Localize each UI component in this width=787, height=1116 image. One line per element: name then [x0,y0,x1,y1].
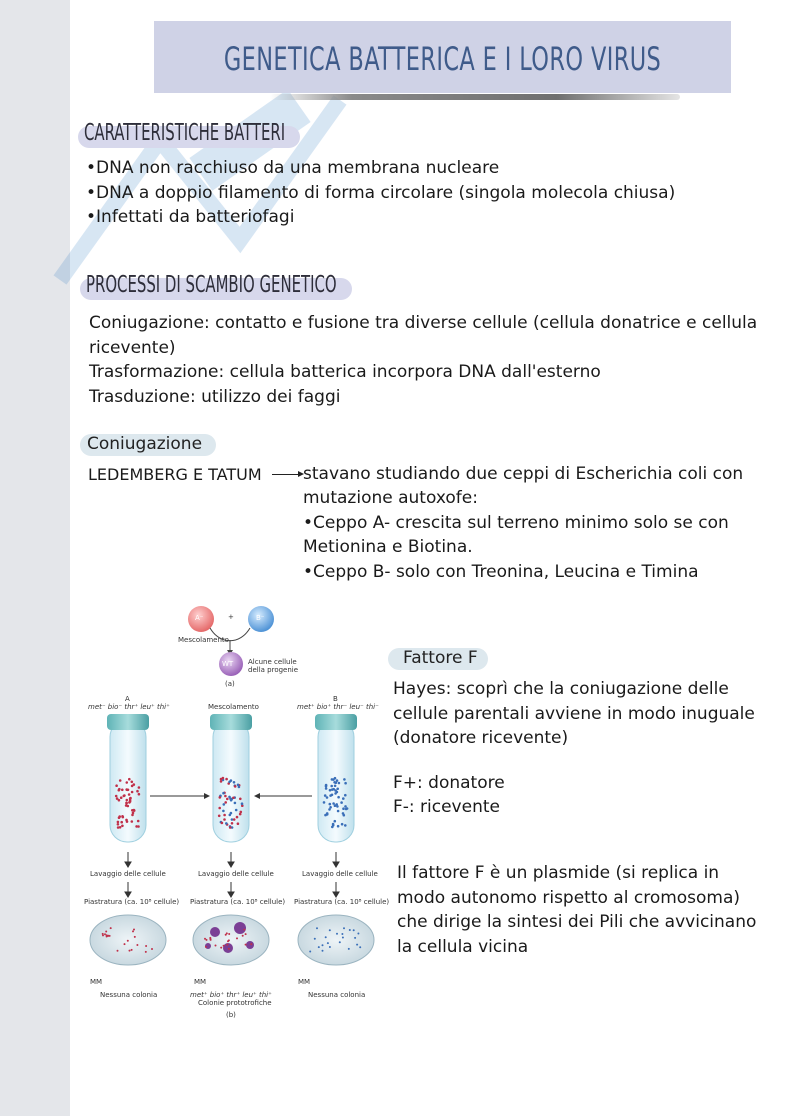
bacterium-dot [222,792,225,795]
dish-dot [245,944,247,946]
prototroph-label: Colonie prototrofiche [198,999,272,1007]
page-title: GENETICA BATTERICA E I LORO VIRUS [223,40,662,78]
bacterium-dot [331,826,334,829]
bacterium-dot [331,794,334,797]
cell-wt-label: WT [222,660,234,668]
dish-dot [318,946,320,948]
dish-dot [336,933,338,935]
subheading-text: Fattore F [403,648,478,668]
bacterium-dot [133,783,136,786]
conjugation-experiment-figure [80,600,390,1025]
column-a-genotype: met⁻ bio⁻ thr⁺ leu⁺ thi⁺ [88,703,170,711]
dish-dot [205,946,207,948]
dish-dot [225,934,227,936]
text-line: Coniugazione: contatto e fusione tra diverse cellule (cellula donatrice e cellula [89,313,758,333]
dish-dot [349,929,351,931]
bacterium-dot [121,789,124,792]
progeny-label: Alcune cellule [248,658,297,666]
plating-label: Piastratura (ca. 10⁸ cellule) [294,898,390,906]
bacterium-dot [330,785,333,788]
dish-dot [127,940,129,942]
dish-dot [102,933,104,935]
wash-label: Lavaggio delle cellule [302,870,378,878]
bacterium-dot [337,810,340,813]
bacterium-dot [326,812,329,815]
bacterium-dot [343,814,346,817]
bacterium-dot [131,820,134,823]
bacterium-dot [225,822,228,825]
dish-dot [145,945,147,947]
bacterium-dot [121,825,124,828]
bacterium-dot [229,826,232,829]
bacterium-dot [125,802,128,805]
bacterium-dot [344,824,347,827]
bacterium-dot [234,802,237,805]
wash-label: Lavaggio delle cellule [90,870,166,878]
ledemberg-label: LEDEMBERG E TATUM [88,465,262,484]
bacterium-dot [120,821,123,824]
progeny-label: della progenie [248,666,299,674]
dish-dot [236,937,238,939]
bacterium-dot [239,813,242,816]
bacterium-dot [239,798,242,801]
bacterium-dot [237,822,240,825]
no-colony-label: Nessuna colonia [308,991,366,999]
bacterium-dot [138,793,141,796]
title-brush-stroke [270,94,680,100]
section-heading-processi [80,272,360,302]
dish-dot [325,936,327,938]
bacterium-dot [129,800,132,803]
dish-dot [117,950,119,952]
bacterium-dot [126,799,129,802]
bacterium-dot [222,810,225,813]
subheading-text: Coniugazione [87,434,203,454]
bacterium-dot [342,797,345,800]
bacterium-dot [137,820,140,823]
bacterium-dot [224,801,227,804]
bacterium-dot [233,781,236,784]
dish-dot [343,927,345,929]
bacterium-dot [230,812,233,815]
dish-dot [107,935,109,937]
bacterium-dot [332,823,335,826]
dish-dot [133,929,135,931]
bacterium-dot [341,823,344,826]
bacterium-dot [343,778,346,781]
dish-dot [227,940,229,942]
plus-sign: + [228,613,234,621]
dish-dot [357,933,359,935]
dish-dot [129,950,131,952]
dish-dot [329,946,331,948]
bacterium-dot [228,796,231,799]
dish-dot [341,933,343,935]
dish-dot [316,927,318,929]
bacterium-dot [335,781,338,784]
section-heading-text: CARATTERISTICHE BATTERI [84,120,286,146]
dish-dot [356,944,358,946]
arrow-right [272,474,302,475]
tube-a-icon [107,714,149,842]
dish-dot [136,944,138,946]
bacterium-dot [117,823,120,826]
dish-dot [322,950,324,952]
cell-a-label: A⁻ [195,614,204,622]
dish-dot [250,943,252,945]
column-a-head: A [125,695,130,703]
dish-dot [220,947,222,949]
bacterium-dot [223,818,226,821]
bacterium-dot [235,809,238,812]
dish-dot [359,946,361,948]
bacterium-dot [323,801,326,804]
dish-dot [226,944,228,946]
section-heading-caratteristiche [78,120,308,150]
plating-label: Piastratura (ca. 10⁸ cellule) [84,898,180,906]
dish-dot [243,929,245,931]
bacterium-dot [223,814,226,817]
bacterium-dot [232,797,235,800]
bacterium-dot [344,794,347,797]
cell-b-label: B⁻ [256,614,265,622]
bacterium-dot [231,822,234,825]
dish-dot [353,929,355,931]
bacterium-dot [223,803,226,806]
dish-dot [209,938,211,940]
text-line: Trasformazione: cellula batterica incorpora DNA dall'esterno [89,362,601,382]
bacterium-dot [344,805,347,808]
section-heading-text: PROCESSI DI SCAMBIO GENETICO [86,272,337,298]
bacterium-dot [138,786,141,789]
bacterium-dot [226,798,229,801]
dish-dot [339,941,341,943]
mm-label: MM [194,978,207,986]
mescolamento-label: Mescolamento [178,636,229,644]
bacterium-dot [241,802,244,805]
dish-dot [348,948,350,950]
subheading-coniugazione [80,432,220,458]
bacterium-dot [133,809,136,812]
bacterium-dot [346,807,349,810]
dish-dot [327,942,329,944]
bacterium-dot [236,816,239,819]
bullet-line: •DNA non racchiuso da una membrana nucleare [86,158,500,178]
wash-label: Lavaggio delle cellule [198,870,274,878]
bacterium-dot [325,787,328,790]
text-line: mutazione autoxofe: [303,488,478,508]
bacterium-dot [337,825,340,828]
mm-label: MM [90,978,103,986]
dish-dot [309,951,311,953]
bacterium-dot [324,794,327,797]
plating-label: Piastratura (ca. 10⁸ cellule) [190,898,286,906]
column-b-genotype: met⁺ bio⁺ thr⁻ leu⁻ thi⁻ [297,703,379,711]
bacterium-dot [126,781,129,784]
bacterium-dot [329,789,332,792]
bacterium-dot [136,790,139,793]
dish-dot [223,945,225,947]
text-line: che dirige la sintesi dei Pili che avvicinano [397,912,757,932]
bacterium-dot [224,795,227,798]
text-line: cellule parentali avviene in modo inuguale [393,704,755,724]
dish-dot [329,929,331,931]
bacterium-dot [131,781,134,784]
dish-dot [104,933,106,935]
dish-dot [145,951,147,953]
dish-dot [354,937,356,939]
dish-mix-icon [193,915,269,965]
mm-label: MM [298,978,311,986]
text-line: Il fattore F è un plasmide (si replica in [397,863,720,883]
text-line: Metionina e Biotina. [303,537,473,557]
dish-dot [228,933,230,935]
bacterium-dot [117,821,120,824]
dish-dot [206,939,208,941]
bacterium-dot [115,795,118,798]
panel-a-label: (a) [225,680,235,688]
bacterium-dot [116,797,119,800]
dish-dot [110,927,112,929]
bacterium-dot [230,799,233,802]
bacterium-dot [225,778,228,781]
dish-dot [105,931,107,933]
bacterium-dot [119,779,122,782]
dish-dot [131,949,133,951]
bacterium-dot [234,785,237,788]
bacterium-dot [334,820,337,823]
bacterium-dot [335,803,338,806]
subheading-fattore-f [388,646,490,672]
dish-dot [314,938,316,940]
bacterium-dot [125,804,128,807]
bacterium-dot [126,820,129,823]
bacterium-dot [329,803,332,806]
bullet-line: •Infettati da batteriofagi [86,207,295,227]
bacterium-dot [231,818,234,821]
text-line: F+: donatore [393,773,505,793]
text-line: stavano studiando due ceppi di Escherichia coli con [303,464,744,484]
bacterium-dot [115,784,118,787]
bacterium-dot [342,807,345,810]
bacterium-dot [219,796,222,799]
bacterium-dot [233,818,236,821]
bacterium-dot [331,788,334,791]
dish-dot [132,930,134,932]
bacterium-dot [344,782,347,785]
bacterium-dot [128,793,131,796]
dish-dot [109,935,111,937]
dish-dot [322,944,324,946]
dish-dot [342,937,344,939]
text-line: la cellula vicina [397,937,529,957]
panel-b-label: (b) [226,1011,236,1019]
text-line: Hayes: scoprì che la coniugazione delle [393,679,729,699]
dish-dot [245,933,247,935]
bacterium-dot [128,778,131,781]
bacterium-dot [132,812,135,815]
bacterium-dot [240,811,243,814]
bacterium-dot [329,806,332,809]
bacterium-dot [337,796,340,799]
text-line: •Ceppo B- solo con Treonina, Leucina e Timina [303,562,699,582]
bacterium-dot [332,802,335,805]
bacterium-dot [131,791,134,794]
bacterium-dot [220,780,223,783]
bacterium-dot [334,792,337,795]
column-b-head: B [333,695,338,703]
bacterium-dot [121,815,124,818]
bacterium-dot [334,785,337,788]
bacterium-dot [326,796,329,799]
bacterium-dot [118,788,121,791]
dish-dot [151,948,153,950]
bacterium-dot [340,801,343,804]
no-colony-label: Nessuna colonia [100,991,158,999]
left-margin-strip [0,0,70,1116]
bacterium-dot [228,781,231,784]
bacterium-dot [221,822,224,825]
dish-dot [228,948,230,950]
mix-genotype: met⁺ bio⁺ thr⁺ leu⁺ thi⁺ [190,991,272,999]
bacterium-dot [336,788,339,791]
bacterium-dot [218,807,221,810]
bacterium-dot [222,777,225,780]
text-line: (donatore ricevente) [393,728,569,748]
bacterium-dot [338,782,341,785]
column-mix-head: Mescolamento [208,703,259,711]
bacterium-dot [135,825,138,828]
text-line: ricevente) [89,338,176,358]
bacterium-dot [118,816,121,819]
bacterium-dot [325,784,328,787]
dish-b-icon [298,915,374,965]
bacterium-dot [238,786,241,789]
bacterium-dot [117,826,120,829]
dish-dot [124,943,126,945]
bacterium-dot [218,815,221,818]
text-line: F-: ricevente [393,797,500,817]
bacterium-dot [120,796,123,799]
dish-dot [215,945,217,947]
bacterium-dot [126,789,129,792]
bullet-line: •DNA a doppio filamento di forma circolare (singola molecola chiusa) [86,183,676,203]
bacterium-dot [123,795,126,798]
dish-dot [242,935,244,937]
text-line: Trasduzione: utilizzo dei faggi [89,387,341,407]
text-line: •Ceppo A- crescita sul terreno minimo solo se con [303,513,729,533]
dish-dot [134,936,136,938]
bacterium-dot [334,777,337,780]
text-line: modo autonomo rispetto al cromosoma) [397,888,741,908]
